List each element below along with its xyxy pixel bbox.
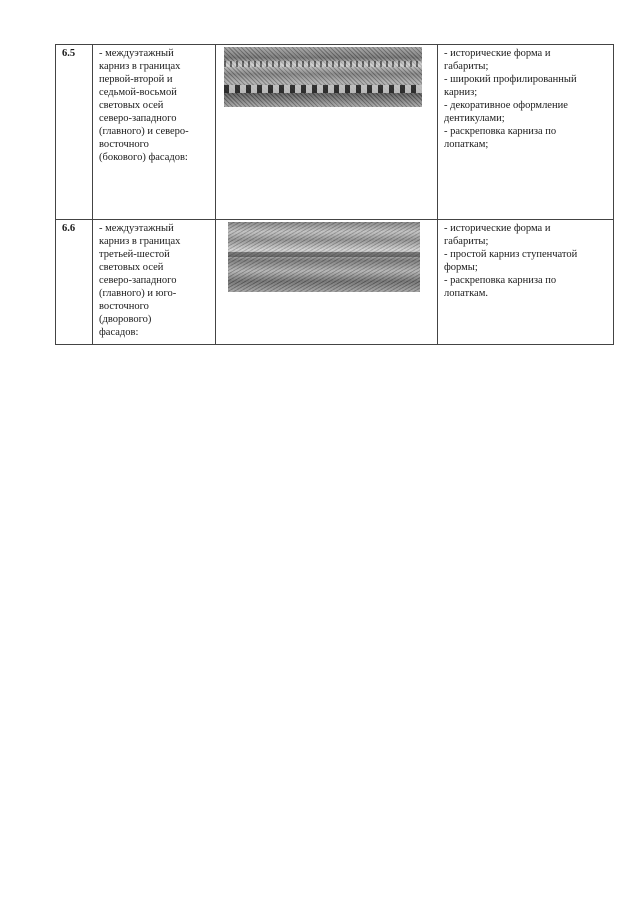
row-description [93, 45, 216, 220]
description-line: - междуэтажный [99, 223, 174, 234]
table-row [56, 220, 614, 345]
photo-molding-band [224, 61, 422, 67]
row-notes [438, 45, 614, 220]
notes-line: лопаткам; [444, 139, 489, 150]
protected-elements-table [55, 44, 614, 345]
description-line: седьмой-восьмой [99, 87, 177, 98]
row-number: 6.6 [56, 220, 93, 345]
row-photo-cell [216, 220, 438, 345]
photo-dentils [224, 85, 422, 93]
cornice-photo [228, 222, 420, 292]
description-line: (дворового) [99, 314, 152, 325]
notes-line: - раскреповка карниза по [444, 275, 557, 286]
table-row [56, 45, 614, 220]
notes-line: формы; [444, 262, 478, 273]
description-line: (бокового) фасадов: [99, 152, 188, 163]
row-photo-cell [216, 45, 438, 220]
description-line: (главного) и юго- [99, 288, 177, 299]
description-line: световых осей [99, 262, 164, 273]
notes-line: - простой карниз ступенчатой [444, 249, 578, 260]
notes-line: - исторические форма и [444, 223, 551, 234]
photo-molding-band [228, 252, 420, 257]
notes-line: - широкий профилированный [444, 74, 577, 85]
notes-line: габариты; [444, 236, 489, 247]
description-line: северо-западного [99, 113, 177, 124]
description-line: карниз в границах [99, 236, 181, 247]
description-line: фасадов: [99, 327, 139, 338]
notes-line: карниз; [444, 87, 478, 98]
description-line: световых осей [99, 100, 164, 111]
description-line: - междуэтажный [99, 48, 174, 59]
cornice-photo [224, 47, 422, 107]
description-line: (главного) и северо- [99, 126, 189, 137]
notes-line: дентикулами; [444, 113, 505, 124]
notes-line: - исторические форма и [444, 48, 551, 59]
notes-line: габариты; [444, 61, 489, 72]
row-notes [438, 220, 614, 345]
description-line: третьей-шестой [99, 249, 170, 260]
notes-line: - раскреповка карниза по [444, 126, 557, 137]
notes-line: - декоративное оформление [444, 100, 568, 111]
description-line: первой-второй и [99, 74, 173, 85]
description-line: карниз в границах [99, 61, 181, 72]
description-line: восточного [99, 139, 149, 150]
description-line: северо-западного [99, 275, 177, 286]
notes-line: лопаткам. [444, 288, 488, 299]
row-number: 6.5 [56, 45, 93, 220]
row-description [93, 220, 216, 345]
description-line: восточного [99, 301, 149, 312]
